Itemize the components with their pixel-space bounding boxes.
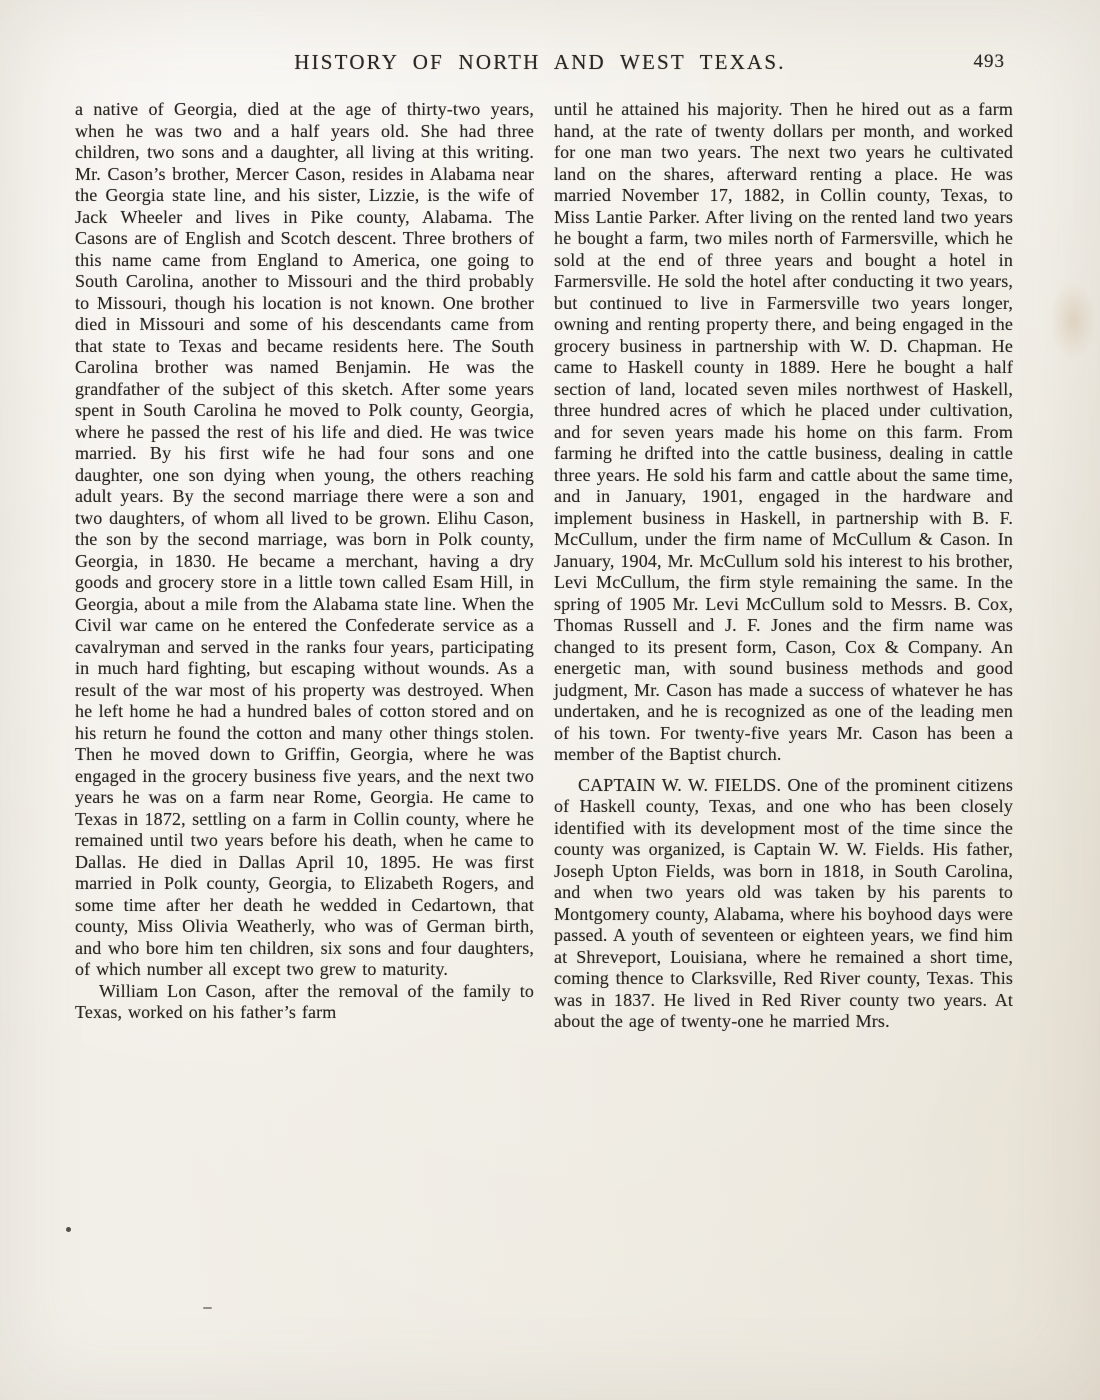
running-head — [75, 50, 1005, 80]
left-column-paragraph-new: William Lon Cason, after the removal of the family to Texas, worked on his father’s farm — [75, 980, 534, 1022]
scan-stain — [1042, 268, 1100, 373]
right-column-paragraph-new-captain-fields: CAPTAIN W. W. FIELDS. One of the prominent citizens of Haskell county, Texas, and one who has been closely identified with its development most of the time since the county was organized, is Captain W. W. Fields. His father, Joseph Upton Fields, was born in 1818, in South Carolina, and when two years old was taken by his parents to Montgomery county, Alabama, where his boyhood days were passed. A youth of seventeen or eighteen years, we find him at Shreveport, Louisiana, where he remained a short time, coming thence to Clarksville, Red River county, Texas. This was in 1837. He lived in Red River county two years. At about the age of twenty-one he married Mrs. — [554, 774, 1013, 1031]
left-column — [75, 99, 534, 1033]
margin-ink-dot — [66, 1227, 71, 1232]
stray-ink-dash — [203, 1307, 212, 1309]
right-column-paragraph-continued: until he attained his majority. Then he hired out as a farm hand, at the rate of twenty dollars per month, and worked for one man two years. The next two years he cultivated land on the shares, afterward renting a place. He was married November 17, 1882, in Collin county, Texas, to Miss Lantie Parker. After living on the rented land two years he bought a farm, two miles north of Farmersville, which he sold at the end of three years and bought a hotel in Farmersville. He sold the hotel after conducting it two years, but continued to live in Farmersville two years longer, owning and renting property there, and being engaged in the grocery business in partnership with W. D. Chapman. He came to Haskell county in 1889. Here he bought a half section of land, located seven miles northwest of Haskell, three hundred acres of which he placed under cultivation, and for seven years made his home on this farm. From farming he drifted into the cattle business, dealing in cattle three years. He sold his farm and cattle about the same time, and in January, 1901, engaged in the hardware and implement business in Haskell, in partnership with B. F. McCullum, under the firm name of McCullum & Cason. In January, 1904, Mr. McCullum sold his interest to his brother, Levi McCullum, the firm style remaining the same. In the spring of 1905 Mr. Levi McCullum sold to Messrs. B. Cox, Thomas Russell and J. F. Jones and the firm name was changed to its present form, Cason, Cox & Company. An energetic man, with sound business methods and good judgment, Mr. Cason has made a success of whatever he has undertaken, and he is recognized as one of the leading men of his town. For twenty-five years Mr. Cason has been a member of the Baptist church. — [554, 99, 1013, 764]
page-title: HISTORY OF NORTH AND WEST TEXAS. — [294, 50, 786, 74]
page-number: 493 — [973, 51, 1005, 72]
left-column-paragraph-continued: a native of Georgia, died at the age of thirty-two years, when he was two and a half years old. She had three children, two sons and a daughter, all living at this writing. Mr. Cason’s brother, Mercer Cason, resides in Alabama near the Georgia state line, and his sister, Lizzie, is the wife of Jack Wheeler and lives in Pike county, Alabama. The Casons are of English and Scotch descent. Three brothers of this name came from England to America, one going to South Carolina, another to Missouri and the third probably to Missouri, though his location is not known. One brother died in Missouri and some of his descendants came from that state to Texas and became residents here. The South Carolina brother was named Benjamin. He was the grandfather of the subject of this sketch. After some years spent in South Carolina he moved to Polk county, Georgia, where he passed the rest of his life and died. He was twice married. By his first wife he had four sons and one daughter, one son dying when young, the others reaching adult years. By the second marriage there were a son and two daughters, of whom all lived to be grown. Elihu Cason, the son by the second marriage, was born in Polk county, Georgia, in 1830. He became a merchant, having a dry goods and grocery store in a little town called Esam Hill, in Georgia, about a mile from the Alabama state line. When the Civil war came on he entered the Confederate service as a cavalryman and served in the ranks four years, participating in much hard fighting, but escaping without wounds. As a result of the war most of his property was destroyed. When he left home he had a hundred bales of cotton stored and on his return he found the cotton and many other things stolen. Then he moved down to Griffin, Georgia, where he was engaged in the grocery business five years, and the next two years he was on a farm near Rome, Georgia. He came to Texas in 1872, settling on a farm in Collin county, where he remained until two years before his death, when he came to Dallas. He died in Dallas April 10, 1895. He was first married in Polk county, Georgia, to Elizabeth Rogers, and some time after her death he wedded in Cedartown, that county, Miss Olivia Weatherly, who was of German birth, and who bore him ten children, six sons and four daughters, of which number all except two grew to maturity. — [75, 99, 534, 979]
right-column — [554, 99, 1013, 1033]
text-columns — [75, 99, 1013, 1033]
